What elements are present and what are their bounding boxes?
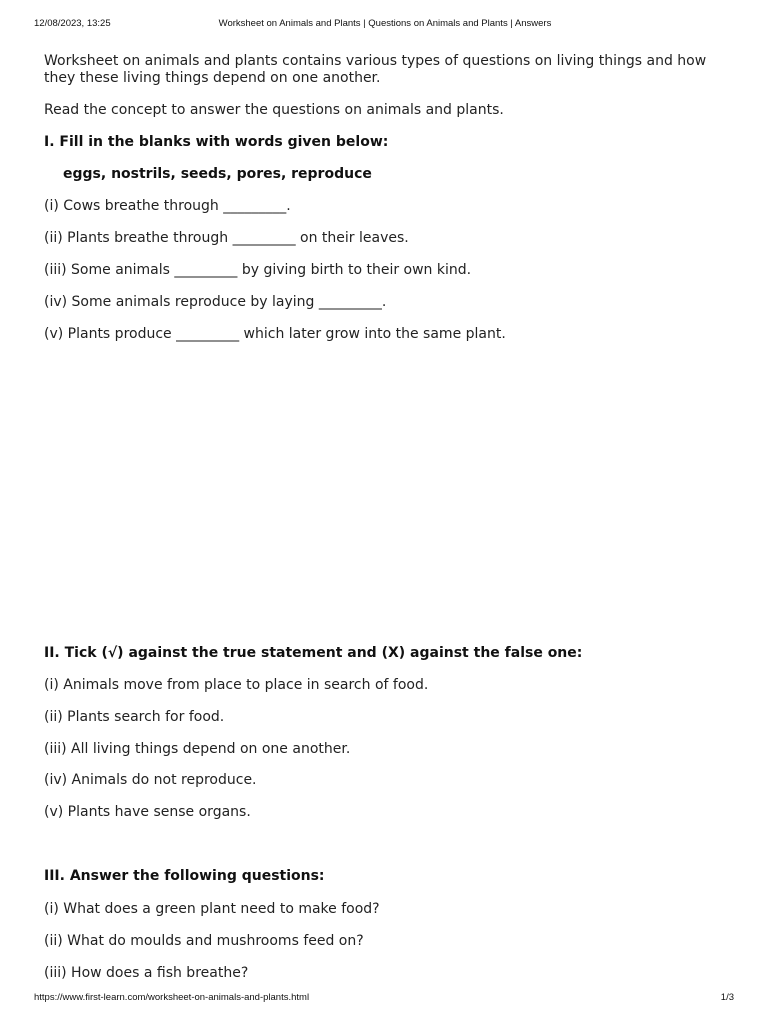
question-item: (iii) How does a fish breathe?: [44, 965, 249, 981]
fill-blank-item: (i) Cows breathe through _________.: [44, 198, 291, 214]
print-date: 12/08/2023, 13:25: [34, 18, 111, 29]
question-item: (ii) What do moulds and mushrooms feed on?: [44, 933, 364, 949]
page-number: 1/3: [720, 992, 734, 1003]
word-bank: eggs, nostrils, seeds, pores, reproduce: [63, 166, 372, 182]
print-title: Worksheet on Animals and Plants | Questions on Animals and Plants | Answers: [218, 18, 552, 29]
question-item: (i) What does a green plant need to make food?: [44, 901, 380, 917]
section-1-heading: I. Fill in the blanks with words given below:: [44, 134, 389, 150]
true-false-item: (ii) Plants search for food.: [44, 709, 225, 725]
section-2-heading: II. Tick (√) against the true statement and (X) against the false one:: [44, 645, 583, 661]
true-false-item: (i) Animals move from place to place in search of food.: [44, 677, 429, 693]
true-false-item: (iv) Animals do not reproduce.: [44, 772, 257, 788]
fill-blank-item: (ii) Plants breathe through _________ on their leaves.: [44, 230, 409, 246]
print-url: https://www.first-learn.com/worksheet-on-animals-and-plants.html: [34, 992, 310, 1003]
section-3-heading: III. Answer the following questions:: [44, 868, 325, 884]
fill-blank-item: (v) Plants produce _________ which later grow into the same plant.: [44, 326, 506, 342]
true-false-item: (iii) All living things depend on one another.: [44, 741, 351, 757]
print-footer: [34, 992, 736, 1006]
intro-instruction: Read the concept to answer the questions on animals and plants.: [44, 102, 504, 118]
print-header: [34, 18, 736, 32]
intro-paragraph: Worksheet on animals and plants contains various types of questions on living things and how they these living things depend on one another.: [44, 53, 707, 86]
fill-blank-item: (iv) Some animals reproduce by laying _________.: [44, 294, 387, 310]
true-false-item: (v) Plants have sense organs.: [44, 804, 251, 820]
fill-blank-item: (iii) Some animals _________ by giving birth to their own kind.: [44, 262, 472, 278]
